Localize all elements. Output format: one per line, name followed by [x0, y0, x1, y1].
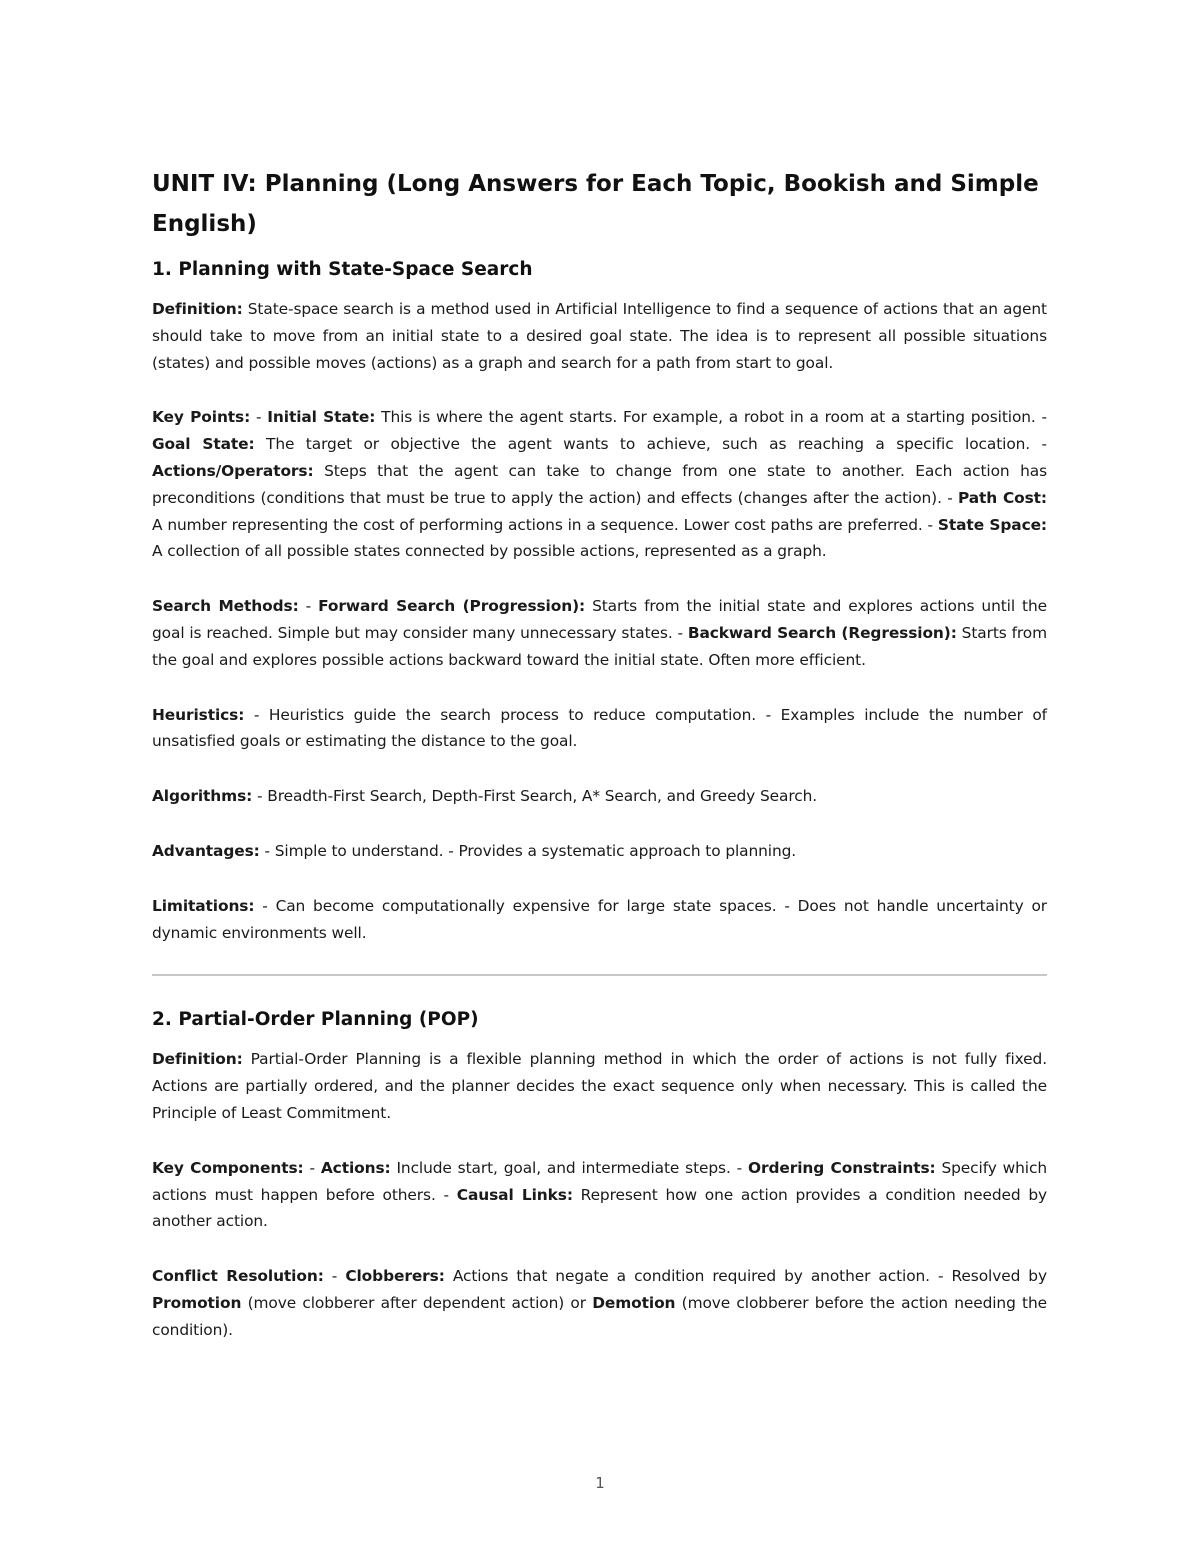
causal-links-text: Represent how one action provides a condition needed by another action. [152, 1185, 1047, 1231]
algorithms-text: - Breadth-First Search, Depth-First Search, A* Search, and Greedy Search. [252, 787, 818, 806]
pop-actions-text: Include start, goal, and intermediate steps. - [390, 1158, 749, 1177]
s1-algorithms-paragraph [152, 783, 1047, 810]
pop-actions-label: Actions: [320, 1158, 391, 1177]
goal-state-text: The target or objective the agent wants to achieve, such as reaching a specific location. - [254, 435, 1047, 454]
actions-operators-text: Steps that the agent can take to change from one state to another. Each action has preconditions (conditions that must be true to apply the action) and effects (changes after the action). - [152, 461, 1047, 507]
s1-definition-text: State-space search is a method used in Artificial Intelligence to find a sequence of actions that an agent should take to move from an initial state to a desired goal state. The idea is to represent all possible situations (states) and possible moves (actions) as a graph and search for a path from start to goal. [152, 300, 1047, 372]
separator: - [298, 597, 319, 616]
path-cost-text: A number representing the cost of performing actions in a sequence. Lower cost paths are preferred. - [152, 515, 938, 534]
advantages-label: Advantages: [152, 841, 260, 860]
s2-conflict-resolution-paragraph [152, 1263, 1047, 1343]
section-2-heading: 2. Partial-Order Planning (POP) [152, 1009, 479, 1031]
demotion-label: Demotion [592, 1293, 676, 1312]
backward-search-text: Starts from the goal and explores possible actions backward toward the initial state. Often more efficient. [152, 623, 1047, 669]
section-1-heading: 1. Planning with State-Space Search [152, 259, 533, 280]
heuristics-label: Heuristics: [152, 705, 245, 724]
s2-definition-text: Partial-Order Planning is a flexible planning method in which the order of actions is not fully fixed. Actions are partially ordered, and the planner decides the exact sequence only when necessary. This is called the Principle of Least Commitment. [152, 1050, 1047, 1122]
section-divider [152, 974, 1047, 976]
initial-state-text: This is where the agent starts. For example, a robot in a room at a starting position. - [375, 408, 1047, 427]
key-components-label: Key Components: [152, 1158, 304, 1177]
promotion-label: Promotion [152, 1293, 242, 1312]
s2-definition-label: Definition: [152, 1050, 243, 1069]
s2-key-components-paragraph [152, 1155, 1047, 1235]
s1-key-points-label: Key Points: [152, 408, 251, 427]
s2-definition-paragraph [152, 1046, 1047, 1126]
goal-state-label: Goal State: [152, 435, 255, 454]
limitations-label: Limitations: [152, 896, 255, 915]
document-title: UNIT IV: Planning (Long Answers for Each Topic, Bookish and Simple English) [152, 171, 1039, 237]
s1-definition-paragraph [152, 296, 1047, 376]
advantages-text: - Simple to understand. - Provides a systematic approach to planning. [259, 841, 797, 860]
ordering-constraints-text: Specify which actions must happen before others. - [152, 1158, 1047, 1204]
initial-state-label: Initial State: [267, 408, 376, 427]
conflict-resolution-label: Conflict Resolution: [152, 1267, 324, 1286]
s1-limitations-paragraph [152, 893, 1047, 947]
path-cost-label: Path Cost: [957, 488, 1047, 507]
s1-definition-label: Definition: [152, 300, 243, 318]
state-space-text: A collection of all possible states connected by possible actions, represented as a graph. [152, 542, 827, 561]
backward-search-label: Backward Search (Regression): [687, 623, 957, 642]
document-page [152, 164, 1047, 1372]
forward-search-text: Starts from the initial state and explores actions until the goal is reached. Simple but may consider many unnecessary states. - [152, 597, 1047, 642]
separator: - [250, 408, 268, 427]
algorithms-label: Algorithms: [152, 787, 253, 806]
promotion-text: (move clobberer after dependent action) or [241, 1293, 593, 1312]
separator: - [303, 1158, 321, 1177]
heuristics-text: - Heuristics guide the search process to reduce computation. - Examples include the number of unsatisfied goals or estimating the distance to the goal. [152, 705, 1047, 751]
s1-advantages-paragraph [152, 838, 1047, 865]
forward-search-label: Forward Search (Progression): [318, 597, 586, 616]
clobberers-label: Clobberers: [345, 1267, 445, 1286]
demotion-text: (move clobberer before the action needing the condition). [152, 1293, 1047, 1339]
clobberers-text: Actions that negate a condition required by another action. - Resolved by [444, 1267, 1047, 1286]
separator: - [323, 1267, 346, 1286]
page-number: 1 [595, 1474, 605, 1492]
s1-heuristics-paragraph [152, 702, 1047, 756]
limitations-text: - Can become computationally expensive for large state spaces. - Does not handle uncertainty or dynamic environments well. [152, 896, 1047, 942]
s1-search-methods-paragraph [152, 593, 1047, 673]
ordering-constraints-label: Ordering Constraints: [748, 1158, 936, 1177]
actions-operators-label: Actions/Operators: [152, 461, 314, 480]
causal-links-label: Causal Links: [456, 1185, 573, 1204]
state-space-label: State Space: [937, 515, 1047, 534]
search-methods-label: Search Methods: [152, 597, 299, 616]
s1-key-points-paragraph [152, 404, 1047, 565]
